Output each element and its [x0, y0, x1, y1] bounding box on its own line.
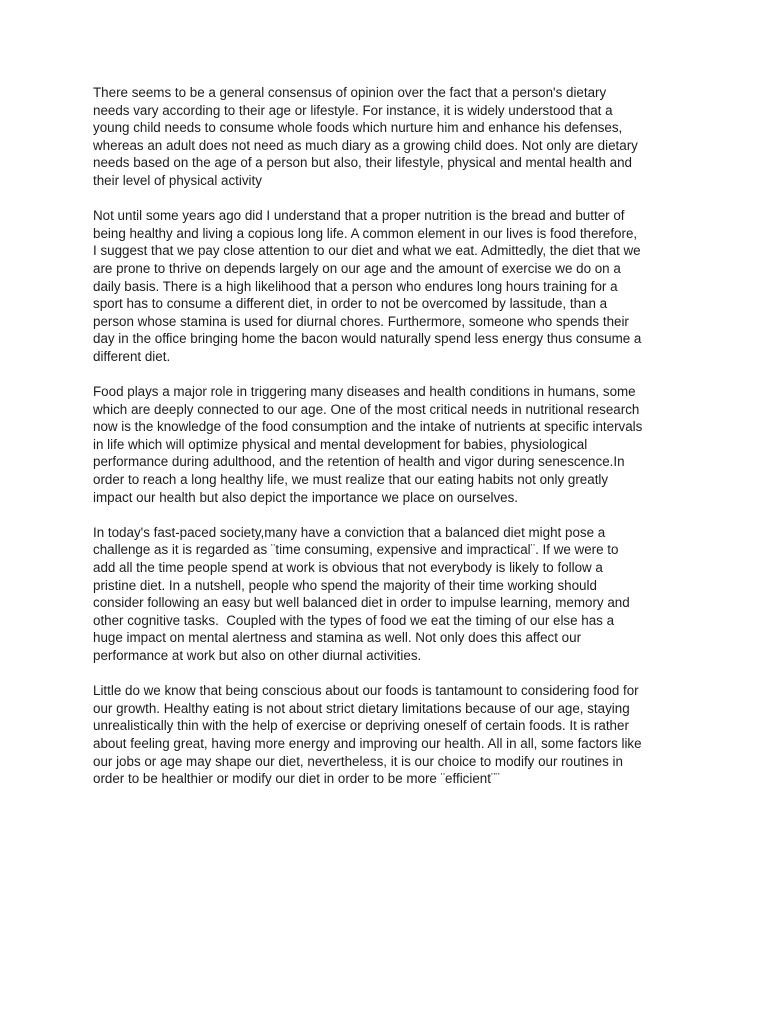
text-line: whereas an adult does not need as much diary as a growing child does. Not only are dietary — [93, 137, 638, 153]
text-line: In today's fast-paced society,many have a conviction that a balanced diet might pose a — [93, 524, 606, 540]
text-line: I suggest that we pay close attention to our diet and what we eat. Admittedly, the diet that we — [93, 243, 641, 259]
text-line: performance at work but also on other diurnal activities. — [93, 648, 422, 663]
text-line: Food plays a major role in triggering many diseases and health conditions in humans, some — [93, 384, 636, 400]
text-line: challenge as it is regarded as ¨time consuming, expensive and impractical¨. If we were to — [93, 542, 619, 558]
text-line: unrealistically thin with the help of exercise or depriving oneself of certain foods. It is rather — [93, 718, 629, 734]
text-line: which are deeply connected to our age. One of the most critical needs in nutritional research — [93, 401, 640, 417]
paragraph-2 — [93, 207, 693, 365]
paragraph-5 — [93, 682, 693, 788]
text-line: being healthy and living a copious long life. A common element in our lives is food therefore, — [93, 225, 638, 241]
text-line: daily basis. There is a high likelihood that a person who endures long hours training for a — [93, 278, 618, 294]
text-line: pristine diet. In a nutshell, people who spend the majority of their time working should — [93, 577, 597, 593]
paragraph-3 — [93, 383, 693, 506]
text-line: add all the time people spend at work is obvious that not everybody is likely to follow a — [93, 560, 603, 576]
text-line: Not until some years ago did I understand that a proper nutrition is the bread and butter of — [93, 208, 625, 224]
text-line: There seems to be a general consensus of opinion over the fact that a person's dietary — [93, 85, 607, 100]
text-line: person whose stamina is used for diurnal chores. Furthermore, someone who spends their — [93, 313, 629, 329]
text-line: our growth. Healthy eating is not about strict dietary limitations because of our age, staying — [93, 700, 630, 716]
text-line: are prone to thrive on depends largely on our age and the amount of exercise we do on a — [93, 260, 621, 276]
document-body — [93, 84, 693, 805]
text-line: our jobs or age may shape our diet, nevertheless, it is our choice to modify our routines in — [93, 753, 623, 769]
text-line: sport has to consume a different diet, in order to not be overcomed by lassitude, than a — [93, 296, 608, 312]
text-line: about feeling great, having more energy and improving our health. All in all, some factors like — [93, 735, 642, 751]
text-line: performance during adulthood, and the retention of health and vigor during senescence.In — [93, 454, 625, 470]
text-line: other cognitive tasks. Coupled with the types of food we eat the timing of our else has a — [93, 612, 615, 628]
text-line: order to be healthier or modify our diet in order to be more ¨efficient¨¨ — [93, 771, 500, 787]
text-line: Little do we know that being conscious about our foods is tantamount to considering food for — [93, 683, 639, 699]
paragraph-1 — [93, 84, 693, 190]
text-line: needs based on the age of a person but also, their lifestyle, physical and mental health and — [93, 155, 632, 171]
text-line: huge impact on mental alertness and stamina as well. Not only does this affect our — [93, 630, 582, 646]
text-line: impact our health but also depict the importance we place on ourselves. — [93, 489, 519, 505]
text-line: in life which will optimize physical and mental development for babies, physiological — [93, 436, 588, 452]
text-line: order to reach a long healthy life, we must realize that our eating habits not only greatly — [93, 472, 609, 488]
text-line: now is the knowledge of the food consumption and the intake of nutrients at specific intervals — [93, 419, 643, 435]
text-line: needs vary according to their age or lifestyle. For instance, it is widely understood that a — [93, 102, 613, 118]
text-line: young child needs to consume whole foods which nurture him and enhance his defenses, — [93, 120, 623, 136]
text-line: day in the office bringing home the bacon would naturally spend less energy thus consume a — [93, 331, 642, 347]
text-line: consider following an easy but well balanced diet in order to impulse learning, memory and — [93, 595, 630, 611]
text-line: different diet. — [93, 348, 171, 364]
text-line: their level of physical activity — [93, 172, 262, 188]
paragraph-4 — [93, 524, 693, 665]
